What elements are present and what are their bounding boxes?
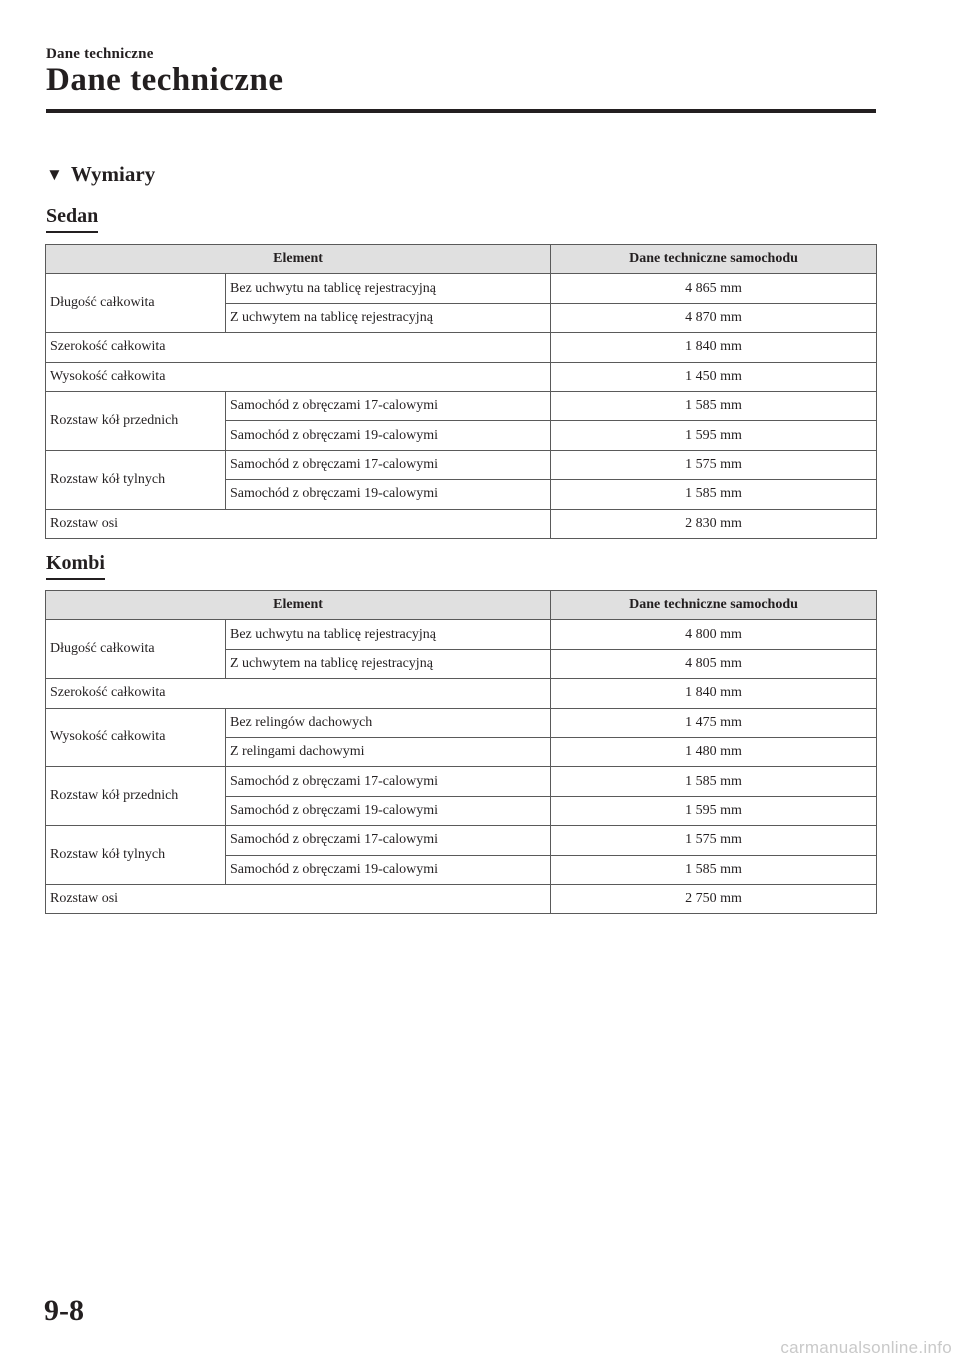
row-sublabel: Samochód z obręczami 17-calowymi (226, 767, 551, 796)
running-head: Dane techniczne (46, 46, 154, 62)
row-sublabel: Samochód z obręczami 19-calowymi (226, 855, 551, 884)
table-row (46, 274, 877, 303)
page-title: Dane techniczne (46, 62, 284, 98)
column-header-element: Element (46, 591, 551, 620)
row-label: Rozstaw kół przednich (46, 391, 226, 450)
kombi-dimensions-table (45, 590, 877, 914)
row-value: 1 585 mm (551, 391, 877, 420)
row-sublabel: Z uchwytem na tablicę rejestracyjną (226, 303, 551, 332)
row-value: 1 585 mm (551, 767, 877, 796)
row-value: 4 800 mm (551, 620, 877, 649)
row-value: 1 450 mm (551, 362, 877, 391)
row-label: Wysokość całkowita (46, 362, 551, 391)
kombi-subtitle: Kombi (46, 552, 105, 580)
row-label: Długość całkowita (46, 274, 226, 333)
row-sublabel: Bez uchwytu na tablicę rejestracyjną (226, 274, 551, 303)
row-label: Rozstaw osi (46, 884, 551, 913)
row-value: 1 595 mm (551, 421, 877, 450)
title-divider (46, 109, 876, 113)
row-value: 4 870 mm (551, 303, 877, 332)
section-title-text: Wymiary (70, 162, 156, 186)
row-label: Rozstaw osi (46, 509, 551, 538)
row-value: 1 595 mm (551, 796, 877, 825)
row-label: Długość całkowita (46, 620, 226, 679)
watermark: carmanualsonline.info (780, 1338, 952, 1357)
column-header-value: Dane techniczne samochodu (551, 245, 877, 274)
row-label: Wysokość całkowita (46, 708, 226, 767)
row-label: Rozstaw kół przednich (46, 767, 226, 826)
row-value: 2 830 mm (551, 509, 877, 538)
row-label: Rozstaw kół tylnych (46, 826, 226, 885)
row-label: Szerokość całkowita (46, 679, 551, 708)
table-row (46, 333, 877, 362)
table-row (46, 826, 877, 855)
table-row (46, 708, 877, 737)
row-value: 1 840 mm (551, 333, 877, 362)
row-value: 4 805 mm (551, 649, 877, 678)
row-sublabel: Samochód z obręczami 17-calowymi (226, 826, 551, 855)
row-value: 2 750 mm (551, 884, 877, 913)
triangle-down-icon: ▼ (46, 164, 63, 184)
table-header-row (46, 245, 877, 274)
row-value: 1 585 mm (551, 480, 877, 509)
row-sublabel: Z relingami dachowymi (226, 737, 551, 766)
row-label: Rozstaw kół tylnych (46, 450, 226, 509)
table-header-row (46, 591, 877, 620)
table-row (46, 509, 877, 538)
row-sublabel: Samochód z obręczami 19-calowymi (226, 421, 551, 450)
row-sublabel: Samochód z obręczami 19-calowymi (226, 796, 551, 825)
column-header-element: Element (46, 245, 551, 274)
row-value: 1 575 mm (551, 826, 877, 855)
row-sublabel: Samochód z obręczami 17-calowymi (226, 391, 551, 420)
row-value: 4 865 mm (551, 274, 877, 303)
table-row (46, 620, 877, 649)
page-number: 9-8 (44, 1294, 84, 1327)
row-value: 1 480 mm (551, 737, 877, 766)
table-row (46, 362, 877, 391)
table-row (46, 767, 877, 796)
section-title (46, 162, 155, 187)
row-sublabel: Bez uchwytu na tablicę rejestracyjną (226, 620, 551, 649)
sedan-subtitle: Sedan (46, 205, 98, 233)
row-sublabel: Samochód z obręczami 19-calowymi (226, 480, 551, 509)
row-value: 1 475 mm (551, 708, 877, 737)
row-label: Szerokość całkowita (46, 333, 551, 362)
table-row (46, 884, 877, 913)
row-value: 1 575 mm (551, 450, 877, 479)
row-value: 1 840 mm (551, 679, 877, 708)
table-row (46, 450, 877, 479)
table-row (46, 679, 877, 708)
row-sublabel: Z uchwytem na tablicę rejestracyjną (226, 649, 551, 678)
row-sublabel: Bez relingów dachowych (226, 708, 551, 737)
table-row (46, 391, 877, 420)
column-header-value: Dane techniczne samochodu (551, 591, 877, 620)
row-sublabel: Samochód z obręczami 17-calowymi (226, 450, 551, 479)
row-value: 1 585 mm (551, 855, 877, 884)
sedan-dimensions-table (45, 244, 877, 539)
